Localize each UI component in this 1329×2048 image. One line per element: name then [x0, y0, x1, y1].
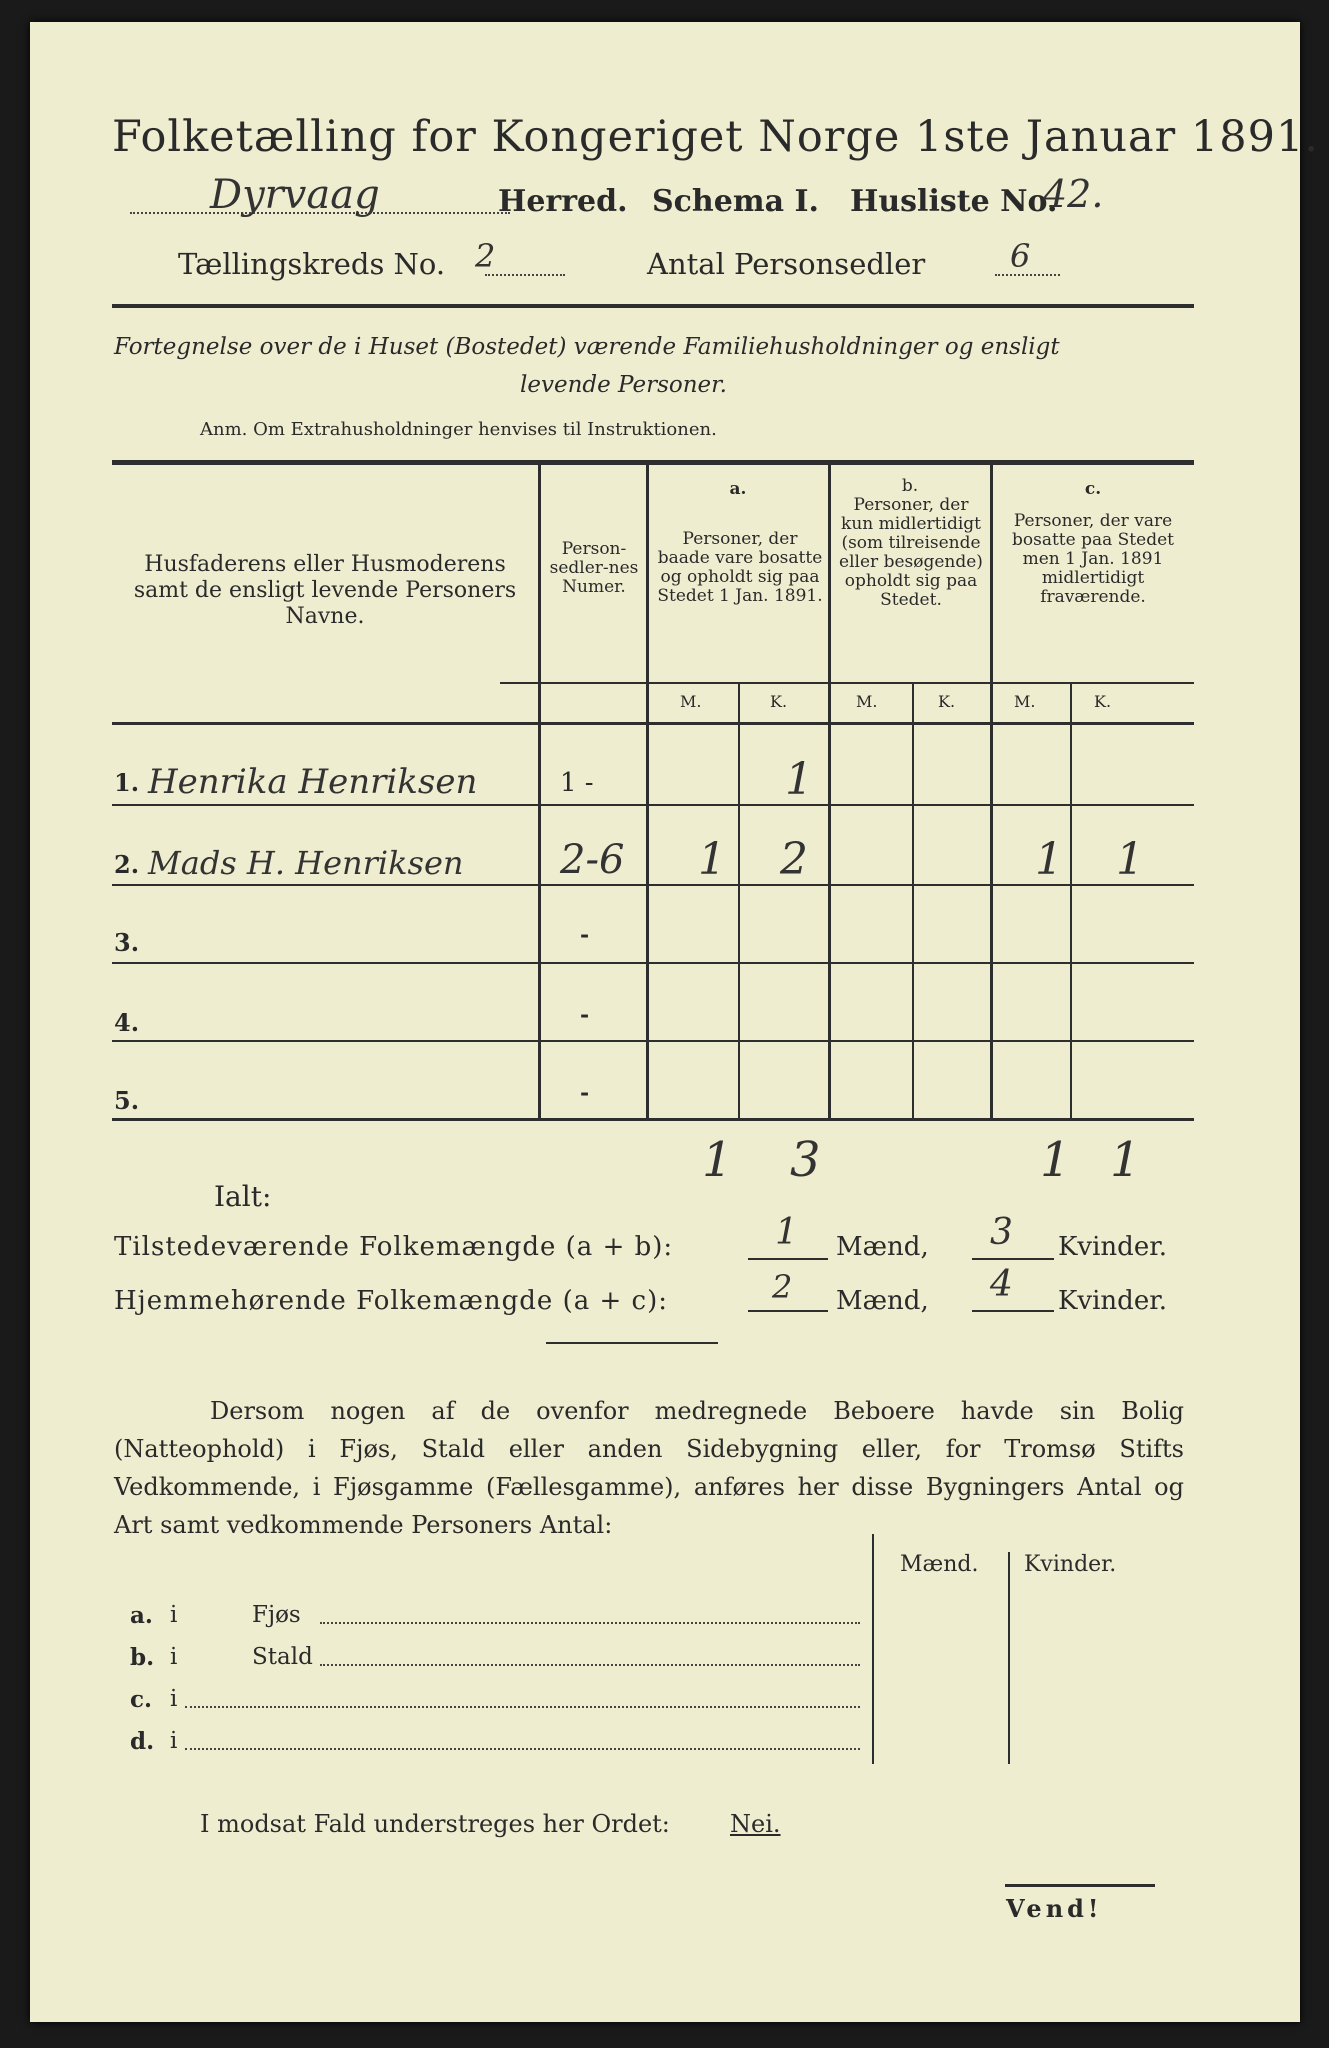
husliste-label: Husliste No. [850, 184, 1058, 219]
col-divider-4 [990, 462, 993, 1120]
c-m-label: M. [1014, 692, 1036, 711]
item-dots [185, 1748, 860, 1750]
col-c-header: Personer, der vare bosatte paa Stedet men 1 Jan. 1891 midlertidigt fraværende. [1012, 511, 1174, 607]
bottom-maend-header: Mænd. [900, 1552, 979, 1577]
form-title: Folketælling for Kongeriget Norge 1ste Januar 1891. [112, 112, 1320, 162]
bottom-col-divider-2 [1008, 1552, 1010, 1764]
schema-label: Schema I. [652, 184, 819, 219]
ialt-a-m: 1 [702, 1132, 733, 1188]
antal-label: Antal Personsedler [647, 247, 926, 281]
col-b-letter: b. [901, 476, 919, 496]
tilst-k-line [972, 1258, 1054, 1260]
row-number: 3. [114, 928, 140, 957]
item-letter: b. [130, 1644, 155, 1671]
item-dots [185, 1706, 860, 1708]
tilst-k-value: 3 [990, 1212, 1013, 1253]
hjem-k-line [972, 1310, 1054, 1312]
a-k-label: K. [770, 692, 788, 711]
hjem-maend-label: Mænd, [836, 1286, 929, 1316]
census-form-page [30, 22, 1320, 2022]
item-prep: i [170, 1644, 178, 1670]
herred-label: Herred. [498, 184, 628, 219]
row-rule-3 [112, 962, 1194, 964]
item-letter: d. [130, 1728, 155, 1755]
b-k-label: K. [938, 692, 956, 711]
row-persnum: 1 - [560, 768, 594, 798]
col-divider-a-mk [738, 682, 740, 1120]
col-a-header: Personer, der baade vare bosatte og opholdt sig paa Stedet 1 Jan. 1891. [657, 529, 823, 606]
ialt-label: Ialt: [214, 1180, 272, 1213]
item-dots [320, 1664, 860, 1666]
tilst-m-value: 1 [775, 1212, 798, 1253]
row-c-m: 1 [1035, 834, 1063, 885]
row-persnum: - [580, 1080, 590, 1106]
mk-rule [500, 682, 1194, 684]
ialt-c-m: 1 [1040, 1132, 1071, 1188]
ialt-c-k: 1 [1110, 1132, 1141, 1188]
col-divider-c-mk [1070, 682, 1072, 1120]
col-divider-2 [646, 462, 649, 1120]
row-rule-1 [112, 804, 1194, 806]
row-persnum: 2-6 [560, 837, 625, 883]
item-dots [320, 1622, 860, 1624]
intro-line2: levende Personer. [520, 372, 727, 398]
hjem-m-value: 2 [772, 1268, 793, 1306]
vend-text: Vend! [1006, 1894, 1103, 1923]
item-prep: i [170, 1686, 178, 1712]
husliste-value: 42. [1043, 172, 1104, 216]
item-prep: i [170, 1728, 178, 1754]
table-head-rule [112, 722, 1194, 725]
row-rule-2 [112, 884, 1194, 886]
row-name: Henrika Henriksen [148, 762, 478, 802]
col-a-letter: a. [729, 479, 747, 499]
header-rule [112, 304, 1194, 308]
bottom-paragraph: Dersom nogen af de ovenfor medregnede Beboere havde sin Bolig (Natteophold) i Fjøs, Stald eller anden Sidebygning eller, for Tromsø Stifts Vedkommende, i Fjøsgamme (Fællesgamme), anføres her disse Bygningers Antal og Art samt vedkommende Personers Antal: [114, 1397, 1184, 1539]
a-m-label: M. [680, 692, 702, 711]
col-c-letter: c. [1084, 479, 1102, 499]
row-rule-4 [112, 1040, 1194, 1042]
vend-rule [1005, 1884, 1155, 1887]
col-divider-b-mk [912, 682, 914, 1120]
col-name-header: Husfaderens eller Husmoderens samt de ensligt levende Personers Navne. [133, 552, 517, 629]
bottom-kvinder-header: Kvinder. [1024, 1552, 1117, 1577]
section-divider [546, 1342, 718, 1344]
bottom-col-divider-1 [872, 1534, 874, 1764]
item-label: Fjøs [252, 1602, 301, 1628]
row-number: 2. [114, 850, 140, 879]
table-top-rule [112, 460, 1194, 465]
col-b-header: Personer, der kun midlertidigt (som tilreisende eller besøgende) opholdt sig paa Stedet. [839, 495, 983, 610]
antal-value: 6 [1010, 237, 1031, 275]
row-number: 5. [114, 1086, 140, 1115]
hjem-m-line [748, 1310, 828, 1312]
hjem-k-value: 4 [990, 1264, 1013, 1305]
herred-value: Dyrvaag [210, 172, 380, 218]
b-m-label: M. [856, 692, 878, 711]
item-prep: i [170, 1602, 178, 1628]
item-label: Stald [252, 1644, 313, 1670]
row-c-k: 1 [1116, 834, 1144, 885]
row-number: 1. [114, 768, 140, 797]
tilst-kvinder-label: Kvinder. [1058, 1232, 1168, 1262]
row-number: 4. [114, 1008, 140, 1037]
tilst-m-line [748, 1258, 828, 1260]
row-name: Mads H. Henriksen [148, 844, 464, 882]
nei-word: Nei. [730, 1810, 781, 1838]
item-letter: a. [130, 1602, 153, 1629]
tilst-maend-label: Mænd, [836, 1232, 929, 1262]
modsat-text: I modsat Fald understreges her Ordet: [200, 1810, 670, 1838]
anm-note: Anm. Om Extrahusholdninger henvises til Instruktionen. [200, 419, 717, 440]
c-k-label: K. [1094, 692, 1112, 711]
antal-dotline [995, 274, 1060, 276]
row-persnum: - [580, 1002, 590, 1028]
kreds-label: Tællingskreds No. [178, 247, 446, 281]
row-persnum: - [580, 922, 590, 948]
table-bottom-rule [112, 1118, 1194, 1121]
hjem-label: Hjemmehørende Folkemængde (a + c): [114, 1286, 668, 1316]
item-letter: c. [130, 1686, 153, 1713]
col-divider-3 [828, 462, 831, 1120]
col-num-header: Person-sedler-nes Numer. [549, 539, 639, 597]
hjem-kvinder-label: Kvinder. [1058, 1286, 1168, 1316]
intro-line1: Fortegnelse over de i Huset (Bostedet) værende Familiehusholdninger og ensligt [114, 334, 1060, 360]
tilst-label: Tilstedeværende Folkemængde (a + b): [114, 1232, 674, 1262]
ialt-a-k: 3 [790, 1132, 821, 1188]
kreds-value: 2 [475, 237, 496, 275]
kreds-dotline [485, 274, 565, 276]
row-a-k: 1 [785, 754, 813, 805]
row-a-k: 2 [780, 834, 808, 885]
row-a-m: 1 [698, 834, 726, 885]
col-divider-1 [538, 462, 541, 1120]
